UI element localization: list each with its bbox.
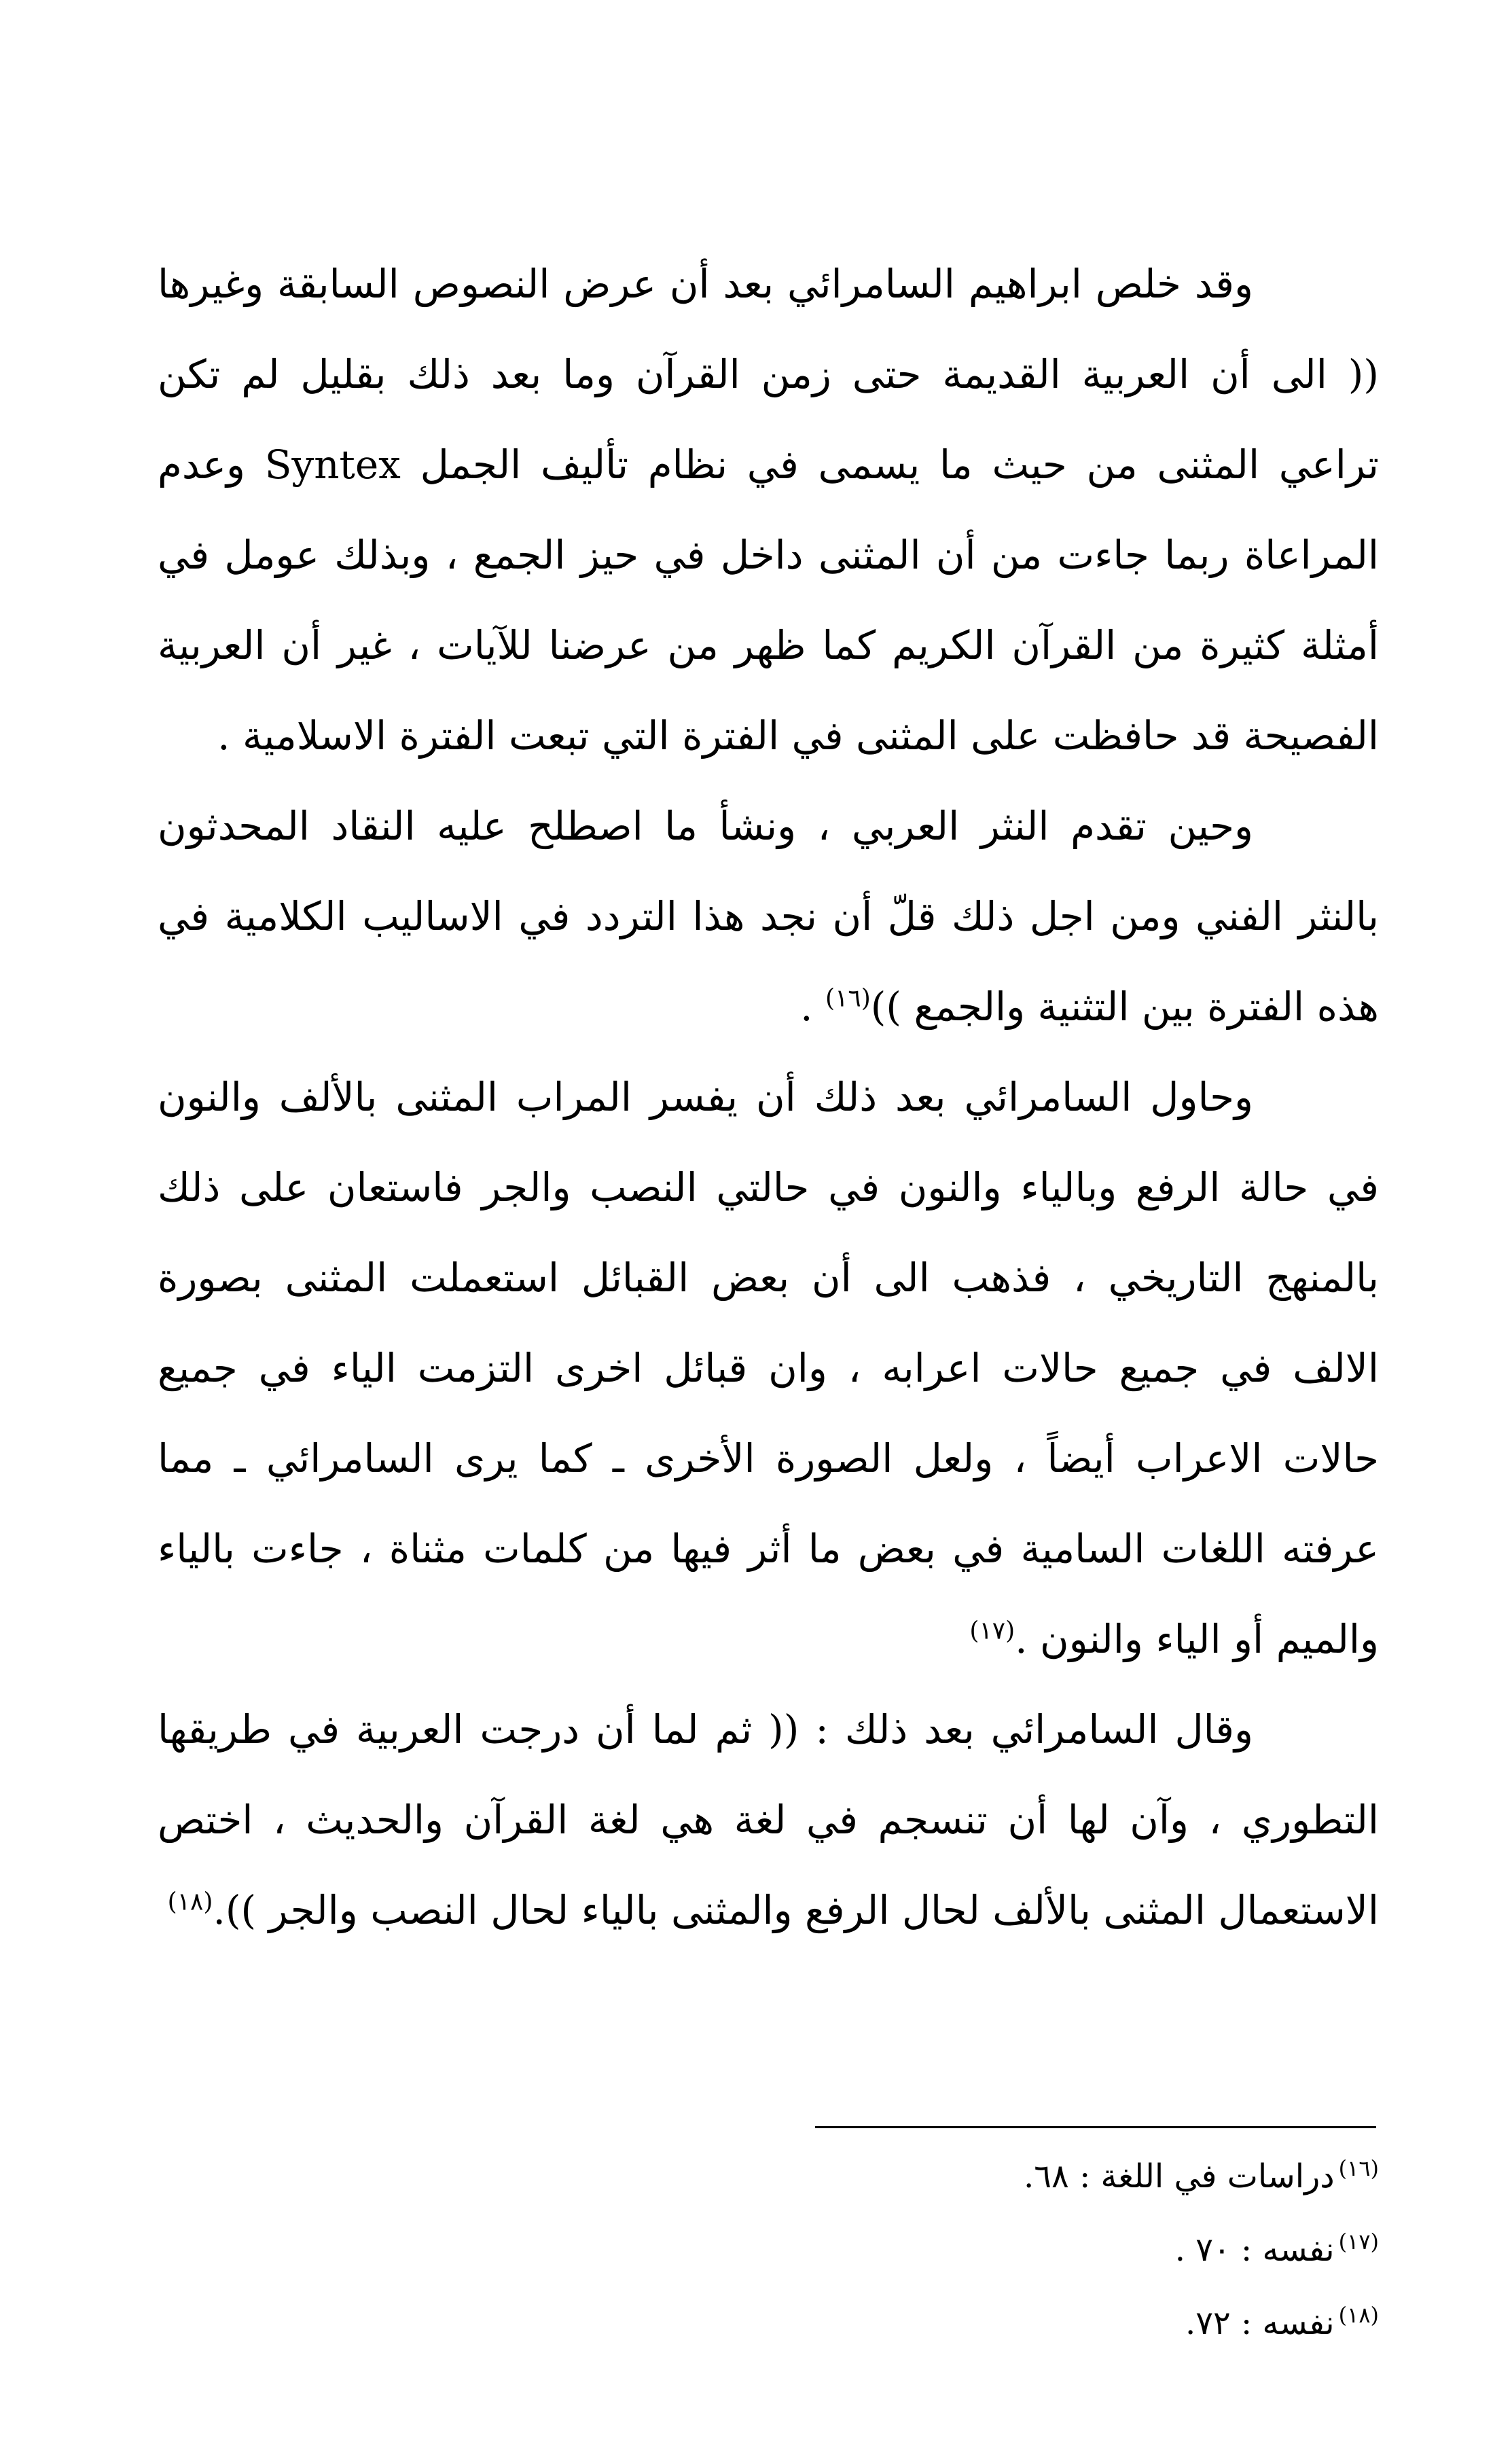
body-text bbox=[158, 239, 1379, 1956]
footnote-divider bbox=[815, 2126, 1376, 2128]
paragraph-tail: . bbox=[800, 984, 826, 1030]
footnote-18 bbox=[768, 2286, 1379, 2360]
paragraph-text: وقد خلص ابراهيم السامرائي بعد أن عرض النصوص السابقة وغيرها (( الى أن العربية القديمة حتى زمن القرآن وما بعد ذلك بقليل لم تكن تراعي المثنى من حيث ما يسمى في نظام تأليف الجمل Syntex وعدم المراعاة ربما جاءت من أن المثنى داخل في حيز الجمع ، وبذلك عومل في أمثلة كثيرة من القرآن الكريم كما ظهر من عرضنا للآيات ، غير أن العربية الفصيحة قد حافظت على المثنى في الفترة التي تبعت الفترة الاسلامية . bbox=[158, 261, 1380, 759]
footnote-16 bbox=[768, 2140, 1379, 2213]
paragraph-3 bbox=[158, 1052, 1379, 1685]
footnote-text: دراسات في اللغة : ٦٨. bbox=[1024, 2157, 1335, 2195]
footnote-number: (١٨) bbox=[1338, 2302, 1379, 2328]
footnote-number: (١٧) bbox=[1338, 2229, 1379, 2255]
footnote-17 bbox=[768, 2213, 1379, 2286]
footnote-ref-18: (١٨) bbox=[167, 1888, 213, 1916]
paragraph-2 bbox=[158, 781, 1379, 1052]
footnotes bbox=[768, 2140, 1379, 2360]
footnote-text: نفسه : ٧٠ . bbox=[1174, 2231, 1335, 2269]
paragraph-1 bbox=[158, 239, 1379, 781]
footnote-number: (١٦) bbox=[1338, 2155, 1379, 2181]
paragraph-4 bbox=[158, 1685, 1379, 1956]
paragraph-text: وقال السامرائي بعد ذلك : (( ثم لما أن درجت العربية في طريقها التطوري ، وآن لها أن تنسجم في لغة هي لغة القرآن والحديث ، اختص الاستعمال المثنى بالألف لحال الرفع والمثنى بالياء لحال النصب والجر )). bbox=[158, 1706, 1379, 1933]
paragraph-text: وحين تقدم النثر العربي ، ونشأ ما اصطلح عليه النقاد المحدثون بالنثر الفني ومن اجل ذلك قلّ أن نجد هذا التردد في الاساليب الكلامية في هذه الفترة بين التثنية والجمع )) bbox=[158, 803, 1379, 1030]
paragraph-text: وحاول السامرائي بعد ذلك أن يفسر المراب المثنى بالألف والنون في حالة الرفع وبالياء والنون في حالتي النصب والجر فاستعان على ذلك بالمنهج التاريخي ، فذهب الى أن بعض القبائل استعملت المثنى بصورة الالف في جميع حالات اعرابه ، وان قبائل اخرى التزمت الياء في جميع حالات الاعراب أيضاً ، ولعل الصورة الأخرى ـ كما يرى السامرائي ـ مما عرفته اللغات السامية في بعض ما أثر فيها من كلمات مثناة ، جاءت بالياء والميم أو الياء والنون . bbox=[158, 1074, 1380, 1662]
footnote-text: نفسه : ٧٢. bbox=[1185, 2304, 1335, 2342]
footnote-ref-17: (١٧) bbox=[969, 1617, 1015, 1645]
footnote-ref-16: (١٦) bbox=[825, 984, 871, 1013]
